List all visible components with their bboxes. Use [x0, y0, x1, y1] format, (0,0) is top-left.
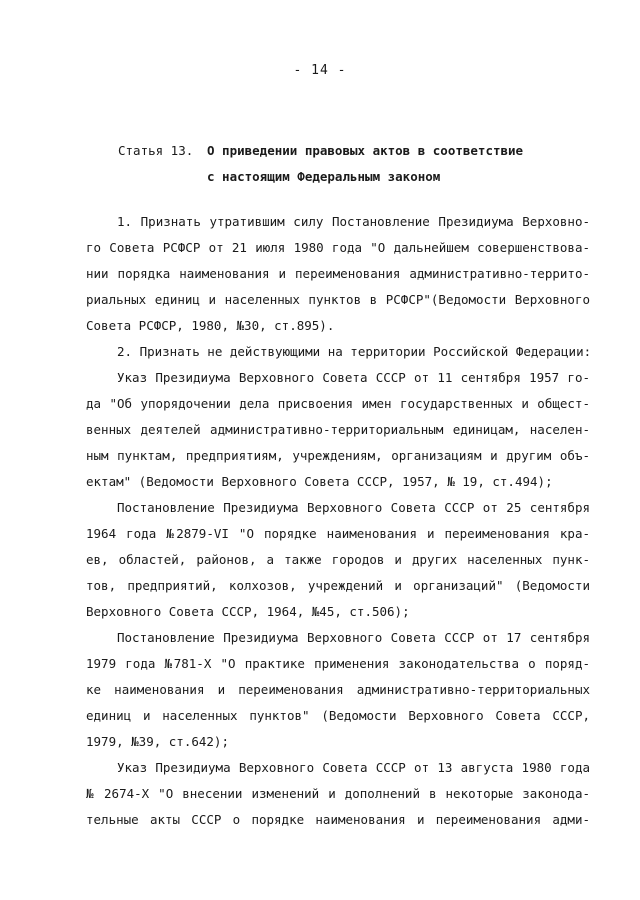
text-line: тельные акты СССР о порядке наименования и переименования адми- — [86, 812, 590, 827]
text-line: единиц и населенных пунктов" (Ведомости Верховного Совета СССР, — [86, 708, 590, 723]
text-line: Верховного Совета СССР, 1964, №45, ст.506); — [86, 604, 410, 619]
text-line: го Совета РСФСР от 21 июля 1980 года "О дальнейшем совершенствова- — [86, 240, 590, 255]
text-line: тов, предприятий, колхозов, учреждений и организаций" (Ведомости — [86, 578, 590, 593]
text-line: Указ Президиума Верховного Совета СССР от 11 сентября 1957 го- — [117, 370, 590, 385]
text-line: Постановление Президиума Верховного Совета СССР от 17 сентября — [117, 630, 590, 645]
article-heading — [118, 138, 588, 190]
text-line: ев, областей, районов, а также городов и других населенных пунк- — [86, 552, 590, 567]
text-line: 1979 года №781-Х "О практике применения законодательства о поряд- — [86, 656, 590, 671]
text-line: 1964 года №2879-VI "О порядке наименования и переименования кра- — [86, 526, 590, 541]
article-title-line-1: О приведении правовых актов в соответствие — [207, 143, 524, 158]
page-number: - 14 - — [293, 63, 347, 78]
article-label: Статья 13. — [118, 143, 194, 158]
text-line: риальных единиц и населенных пунктов в РСФСР"(Ведомости Верховного — [86, 292, 590, 307]
text-line: Указ Президиума Верховного Совета СССР от 13 августа 1980 года — [117, 760, 590, 775]
text-line: 2. Признать не действующими на территории Российской Федерации: — [117, 344, 592, 359]
text-line: нии порядка наименования и переименования административно-террито- — [86, 266, 590, 281]
text-line: ектам" (Ведомости Верховного Совета СССР, 1957, № 19, ст.494); — [86, 474, 553, 489]
text-line: Постановление Президиума Верховного Совета СССР от 25 сентября — [117, 500, 590, 515]
text-line: 1. Признать утратившим силу Постановление Президиума Верховно- — [117, 214, 590, 229]
text-line: Совета РСФСР, 1980, №30, ст.895). — [86, 318, 335, 333]
text-line: да "Об упорядочении дела присвоения имен государственных и общест- — [86, 396, 590, 411]
text-line: 1979, №39, ст.642); — [86, 734, 229, 749]
text-line: венных деятелей административно-территориальным единицам, населен- — [86, 422, 590, 437]
article-body — [86, 209, 590, 833]
article-title-line-2: с настоящим Федеральным законом — [207, 169, 441, 184]
text-line: № 2674-Х "О внесении изменений и дополнений в некоторые законода- — [86, 786, 590, 801]
text-line: ным пунктам, предприятиям, учреждениям, организациям и другим объ- — [86, 448, 590, 463]
text-line: ке наименования и переименования административно-территориальных — [86, 682, 590, 697]
